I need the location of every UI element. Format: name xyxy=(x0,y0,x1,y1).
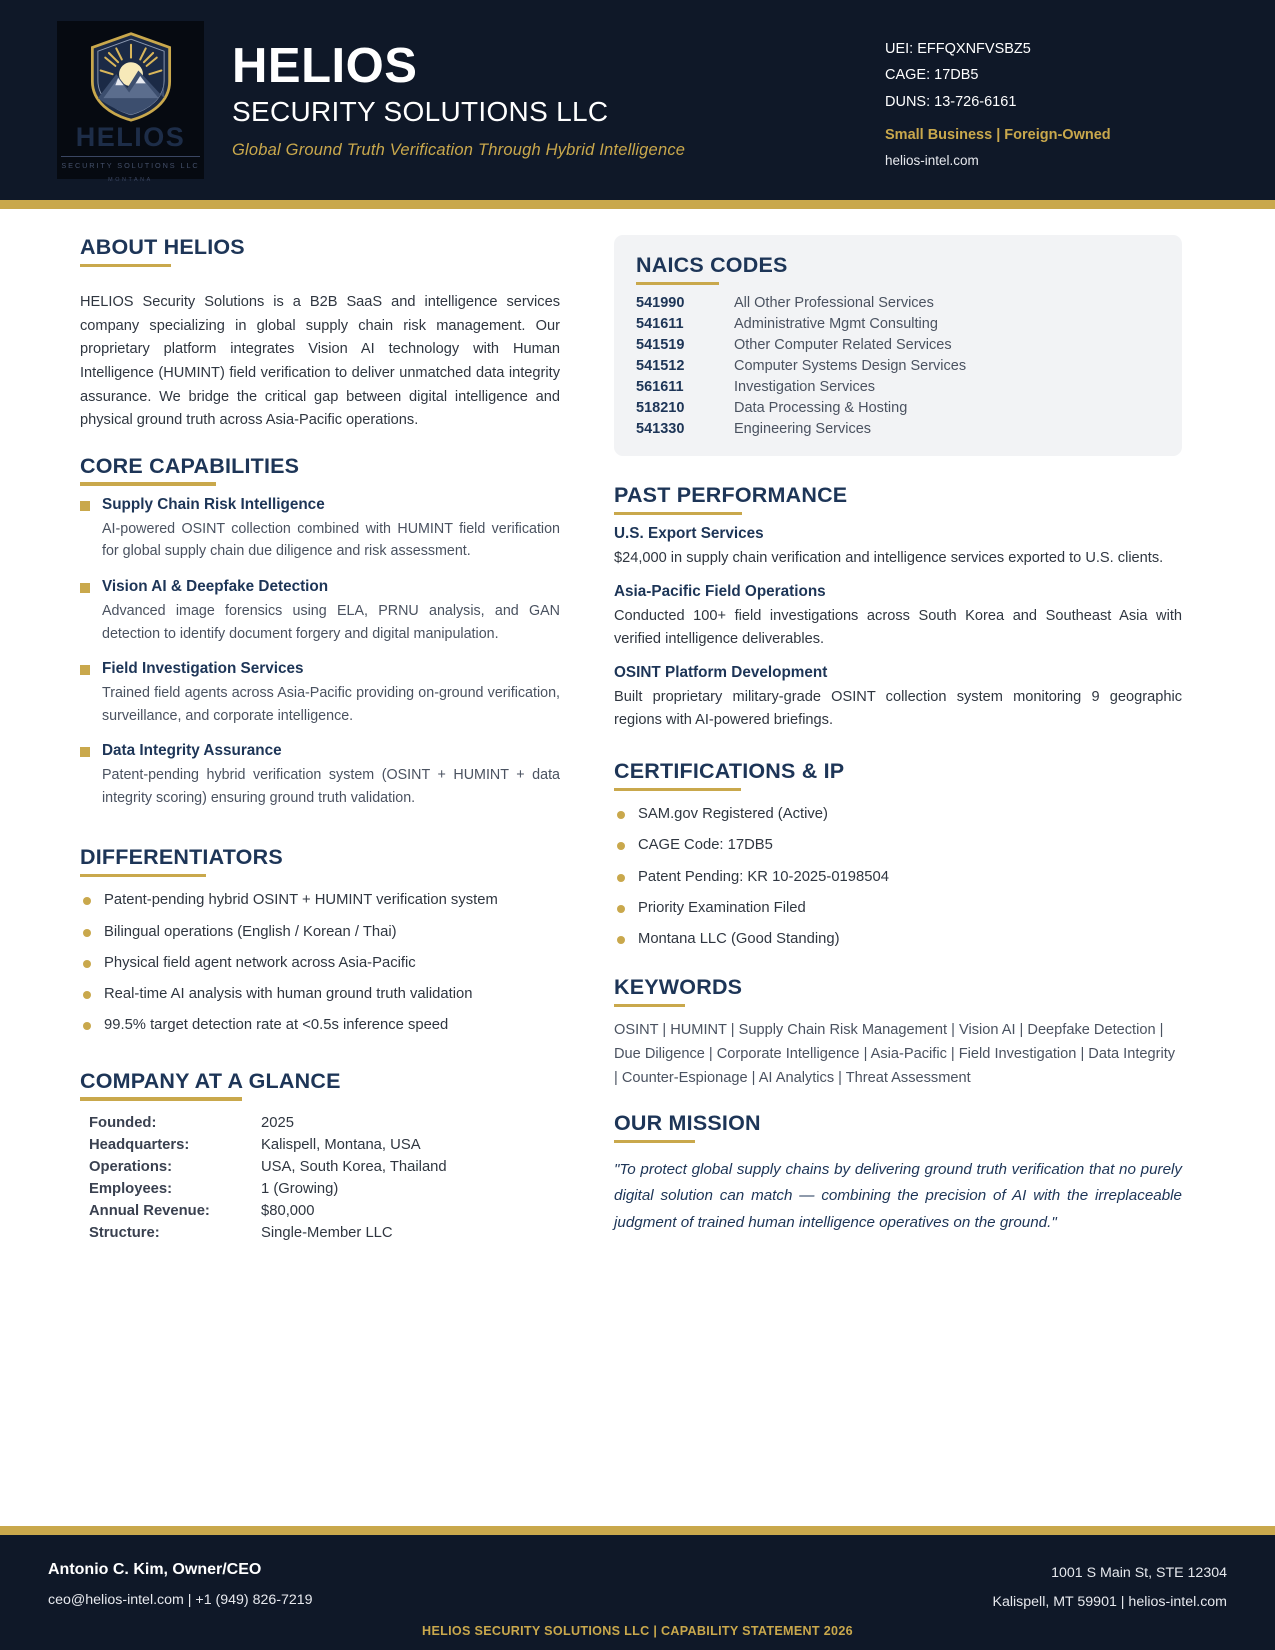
table-row xyxy=(636,421,1160,437)
naics-codes-panel xyxy=(614,235,1182,456)
right-column xyxy=(592,235,1182,1449)
table-row xyxy=(89,1225,560,1241)
business-status-badge: Small Business | Foreign-Owned xyxy=(885,126,1111,143)
list-item-text: Patent-pending hybrid OSINT + HUMINT verification system xyxy=(104,892,498,909)
company-name: HELIOS xyxy=(232,38,418,93)
section-heading-differentiators: DIFFERENTIATORS xyxy=(80,845,283,877)
naics-code: 541990 xyxy=(636,295,685,311)
company-logo xyxy=(57,21,204,183)
table-row xyxy=(89,1115,560,1131)
footer-contact-block xyxy=(48,1561,313,1610)
header-gold-divider xyxy=(0,200,1275,209)
naics-label: Investigation Services xyxy=(734,379,876,395)
square-bullet-icon xyxy=(80,501,90,511)
glance-value: Single-Member LLC xyxy=(261,1224,393,1241)
keywords-text: OSINT | HUMINT | Supply Chain Risk Management | Vision AI | Deepfake Detection | Due Diligence | Corporate Intelligence | Asia-Pacific | Field Investigation | Data Integrity | Counter-Espionage | AI Analytics | Threat Assessment xyxy=(614,1022,1176,1086)
capability-description: Advanced image forensics using ELA, PRNU analysis, and GAN detection to identify document forgery and digital manipulation. xyxy=(102,603,560,642)
table-row xyxy=(89,1137,560,1153)
naics-code: 541519 xyxy=(636,337,685,353)
list-item xyxy=(614,899,1182,918)
page-header xyxy=(0,0,1275,200)
list-item xyxy=(80,985,560,1004)
list-item xyxy=(614,930,1182,949)
table-row xyxy=(89,1159,560,1175)
round-bullet-icon xyxy=(617,874,625,882)
naics-code: 518210 xyxy=(636,400,685,416)
website-link[interactable]: helios-intel.com xyxy=(885,153,979,169)
past-performance-description: Built proprietary military-grade OSINT collection system monitoring 9 geographic regions with AI-powered briefings. xyxy=(614,689,1182,729)
section-heading-about: ABOUT HELIOS xyxy=(80,235,245,267)
cage-value: CAGE: 17DB5 xyxy=(885,67,979,84)
left-column xyxy=(47,235,592,1449)
section-heading-past-performance: PAST PERFORMANCE xyxy=(614,483,847,515)
list-item xyxy=(614,805,1182,824)
list-item-text: Physical field agent network across Asia-Pacific xyxy=(104,954,416,971)
glance-value: $80,000 xyxy=(261,1202,315,1219)
list-item-text: Bilingual operations (English / Korean / Thai) xyxy=(104,923,397,940)
footer-contact-details[interactable]: ceo@helios-intel.com | +1 (949) 826-7219 xyxy=(48,1592,313,1608)
glance-value: USA, South Korea, Thailand xyxy=(261,1158,447,1175)
footer-address-line-2[interactable]: Kalispell, MT 59901 | helios-intel.com xyxy=(992,1594,1227,1610)
table-row xyxy=(636,337,1160,353)
round-bullet-icon xyxy=(617,842,625,850)
logo-wordmark: HELIOS xyxy=(75,122,186,152)
differentiators-list xyxy=(80,891,560,1035)
list-item xyxy=(80,954,560,973)
capability-item xyxy=(80,742,560,809)
certifications-list xyxy=(614,805,1182,949)
table-row xyxy=(636,358,1160,374)
round-bullet-icon xyxy=(83,1022,91,1030)
square-bullet-icon xyxy=(80,665,90,675)
round-bullet-icon xyxy=(617,905,625,913)
naics-code: 541611 xyxy=(636,316,684,332)
list-item-text: 99.5% target detection rate at <0.5s inference speed xyxy=(104,1017,449,1034)
capability-title: Field Investigation Services xyxy=(102,660,304,678)
glance-key: Annual Revenue: xyxy=(89,1202,210,1219)
past-performance-description: $24,000 in supply chain verification and intelligence services exported to U.S. clients. xyxy=(614,550,1164,566)
round-bullet-icon xyxy=(83,929,91,937)
glance-value: 1 (Growing) xyxy=(261,1180,339,1197)
square-bullet-icon xyxy=(80,583,90,593)
capability-description: Trained field agents across Asia-Pacific providing on-ground verification, surveillance, and corporate intelligence. xyxy=(102,685,560,724)
list-item xyxy=(614,868,1182,887)
section-heading-mission: OUR MISSION xyxy=(614,1111,761,1143)
glance-key: Employees: xyxy=(89,1180,173,1197)
section-heading-company-at-a-glance: COMPANY AT A GLANCE xyxy=(80,1069,341,1101)
table-row xyxy=(636,379,1160,395)
glance-key: Founded: xyxy=(89,1114,157,1131)
list-item-text: Montana LLC (Good Standing) xyxy=(638,931,840,948)
table-row xyxy=(636,400,1160,416)
naics-label: All Other Professional Services xyxy=(734,295,934,311)
company-tagline: Global Ground Truth Verification Through Hybrid Intelligence xyxy=(232,141,686,160)
round-bullet-icon xyxy=(83,991,91,999)
naics-label: Computer Systems Design Services xyxy=(734,358,967,374)
shield-emblem-icon xyxy=(85,30,177,122)
past-performance-title: U.S. Export Services xyxy=(614,525,764,542)
table-row xyxy=(89,1203,560,1219)
list-item-text: Real-time AI analysis with human ground truth validation xyxy=(104,986,473,1003)
past-performance-description: Conducted 100+ field investigations across South Korea and Southeast Asia with verified intelligence deliverables. xyxy=(614,608,1182,648)
identifiers-block xyxy=(885,32,1215,168)
section-heading-naics: NAICS CODES xyxy=(636,253,788,285)
capability-description: AI-powered OSINT collection combined with HUMINT field verification for global supply chain due diligence and risk assessment. xyxy=(102,520,560,560)
naics-code: 541330 xyxy=(636,421,685,437)
list-item-text: Priority Examination Filed xyxy=(638,899,806,916)
past-performance-title: Asia-Pacific Field Operations xyxy=(614,583,826,601)
past-performance-item xyxy=(614,525,1182,570)
page-footer xyxy=(0,1535,1275,1650)
section-heading-core-capabilities: CORE CAPABILITIES xyxy=(80,454,299,486)
about-paragraph: HELIOS Security Solutions is a B2B SaaS and intelligence services company specializing in global supply chain risk management. Our proprietary platform integrates Vision AI technology with Human Intelligence (HUMINT) field verification to deliver unmatched data integrity assurance. We bridge the critical gap between digital intelligence and physical ground truth across Asia-Pacific operations. xyxy=(80,294,560,429)
capability-title: Data Integrity Assurance xyxy=(102,742,282,760)
glance-key: Headquarters: xyxy=(89,1136,190,1153)
glance-value: 2025 xyxy=(261,1114,294,1131)
company-glance-table xyxy=(89,1115,560,1241)
list-item xyxy=(614,836,1182,855)
naics-label: Engineering Services xyxy=(734,421,872,437)
round-bullet-icon xyxy=(617,936,625,944)
list-item-text: CAGE Code: 17DB5 xyxy=(638,837,773,854)
square-bullet-icon xyxy=(80,747,90,757)
section-heading-certifications: CERTIFICATIONS & IP xyxy=(614,759,844,791)
past-performance-item xyxy=(614,583,1182,651)
section-heading-keywords: KEYWORDS xyxy=(614,975,742,1007)
brand-block xyxy=(232,40,885,161)
round-bullet-icon xyxy=(83,897,91,905)
list-item-text: Patent Pending: KR 10-2025-0198504 xyxy=(638,868,889,885)
table-row xyxy=(636,295,1160,311)
naics-label: Other Computer Related Services xyxy=(734,337,952,353)
mission-statement: "To protect global supply chains by delivering ground truth verification that no purely digital solution can match — combining the precision of AI with the irreplaceable judgment of trained human intelligence operatives on the ground." xyxy=(614,1161,1182,1231)
round-bullet-icon xyxy=(617,811,625,819)
logo-state: MONTANA xyxy=(108,177,153,183)
naics-code: 561611 xyxy=(636,379,684,395)
glance-key: Structure: xyxy=(89,1224,160,1241)
naics-label: Data Processing & Hosting xyxy=(734,400,908,416)
capability-item xyxy=(80,496,560,563)
list-item xyxy=(80,891,560,910)
logo-subtitle: SECURITY SOLUTIONS LLC xyxy=(61,156,199,170)
main-content xyxy=(0,209,1275,1449)
capability-title: Vision AI & Deepfake Detection xyxy=(102,578,329,595)
company-name-suffix: SECURITY SOLUTIONS LLC xyxy=(232,95,609,127)
past-performance-item xyxy=(614,664,1182,732)
list-item-text: SAM.gov Registered (Active) xyxy=(638,806,828,823)
footer-contact-name: Antonio C. Kim, Owner/CEO xyxy=(48,1561,262,1578)
uei-value: UEI: EFFQXNFVSBZ5 xyxy=(885,40,1031,57)
capability-item xyxy=(80,660,560,727)
footer-document-title: HELIOS SECURITY SOLUTIONS LLC | CAPABILITY STATEMENT 2026 xyxy=(422,1624,853,1638)
list-item xyxy=(80,1016,560,1035)
glance-value: Kalispell, Montana, USA xyxy=(261,1136,421,1153)
naics-code: 541512 xyxy=(636,358,685,374)
page-footer-wrapper xyxy=(0,1526,1275,1650)
footer-gold-divider xyxy=(0,1526,1275,1535)
duns-value: DUNS: 13-726-6161 xyxy=(885,93,1017,110)
footer-address-line-1: 1001 S Main St, STE 12304 xyxy=(1051,1565,1227,1581)
capability-title: Supply Chain Risk Intelligence xyxy=(102,495,325,513)
round-bullet-icon xyxy=(83,960,91,968)
naics-label: Administrative Mgmt Consulting xyxy=(734,316,938,332)
table-row xyxy=(636,316,1160,332)
footer-address-block xyxy=(993,1561,1227,1610)
table-row xyxy=(89,1181,560,1197)
capability-description: Patent-pending hybrid verification system (OSINT + HUMINT + data integrity scoring) ensuring ground truth validation. xyxy=(102,767,560,806)
glance-key: Operations: xyxy=(89,1158,173,1175)
capability-item xyxy=(80,578,560,645)
past-performance-title: OSINT Platform Development xyxy=(614,664,828,682)
list-item xyxy=(80,923,560,942)
